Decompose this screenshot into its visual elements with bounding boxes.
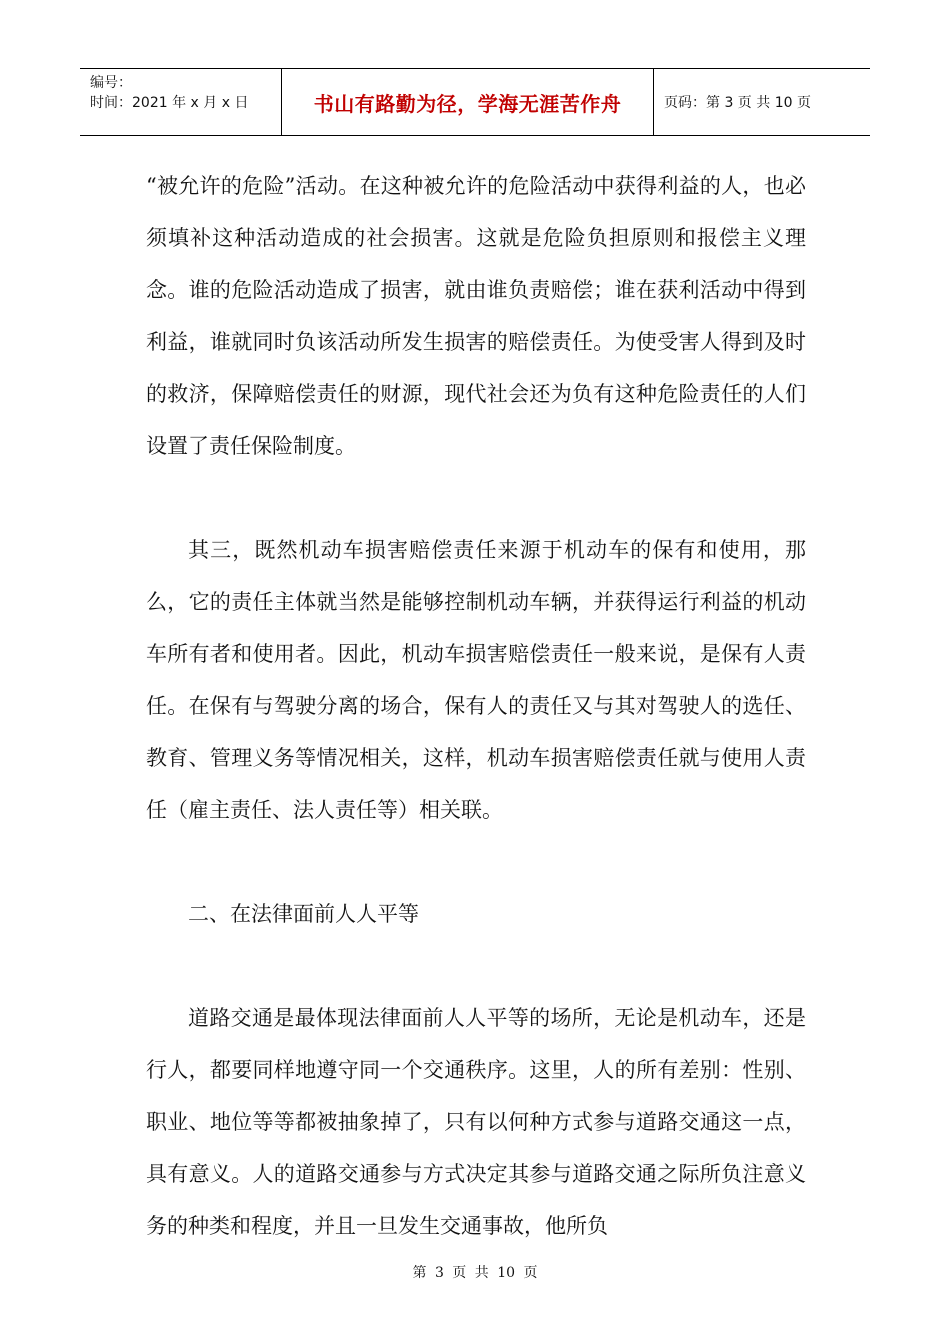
body-paragraph: “被允许的危险”活动。在这种被允许的危险活动中获得利益的人，也必须填补这种活动造成的社会损害。这就是危险负担原则和报偿主义理念。谁的危险活动造成了损害，就由谁负责赔偿；谁在获利活动中得到利益，谁就同时负该活动所发生损害的赔偿责任。为使受害人得到及时的救济，保障赔偿责任的财源，现代社会还为负有这种危险责任的人们设置了责任保险制度。: [146, 174, 806, 458]
paragraph-spacer: [146, 836, 806, 888]
body-paragraph: 道路交通是最体现法律面前人人平等的场所，无论是机动车，还是行人，都要同样地遵守同一个交通秩序。这里，人的所有差别：性别、职业、地位等等都被抽象掉了，只有以何种方式参与道路交通这一点，具有意义。人的道路交通参与方式决定其参与道路交通之际所负注意义务的种类和程度，并且一旦发生交通事故，他所负: [146, 1006, 806, 1238]
document-body: [146, 160, 806, 1252]
paragraph-spacer: [146, 472, 806, 524]
header-page-info: [654, 69, 870, 135]
document-header: [80, 68, 870, 136]
section-heading: 二、在法律面前人人平等: [188, 902, 419, 926]
footer-page-number: 第 3 页 共 10 页: [412, 1265, 538, 1281]
header-page-label: 页码：第 3 页 共 10 页: [664, 95, 811, 111]
body-paragraph: 其三，既然机动车损害赔偿责任来源于机动车的保有和使用，那么，它的责任主体就当然是能够控制机动车辆，并获得运行利益的机动车所有者和使用者。因此，机动车损害赔偿责任一般来说，是保有人责任。在保有与驾驶分离的场合，保有人的责任又与其对驾驶人的选任、教育、管理义务等情况相关，这样，机动车损害赔偿责任就与使用人责任（雇主责任、法人责任等）相关联。: [146, 538, 806, 822]
header-meta: [80, 69, 282, 135]
header-motto: [282, 69, 654, 135]
document-date-label: 时间：2021 年 x 月 x 日: [90, 95, 249, 111]
page-footer: [0, 1262, 950, 1282]
document-number-label: 编号：: [90, 75, 132, 91]
paragraph-spacer: [146, 940, 806, 992]
motto-text: 书山有路勤为径，学海无涯苦作舟: [313, 91, 622, 116]
